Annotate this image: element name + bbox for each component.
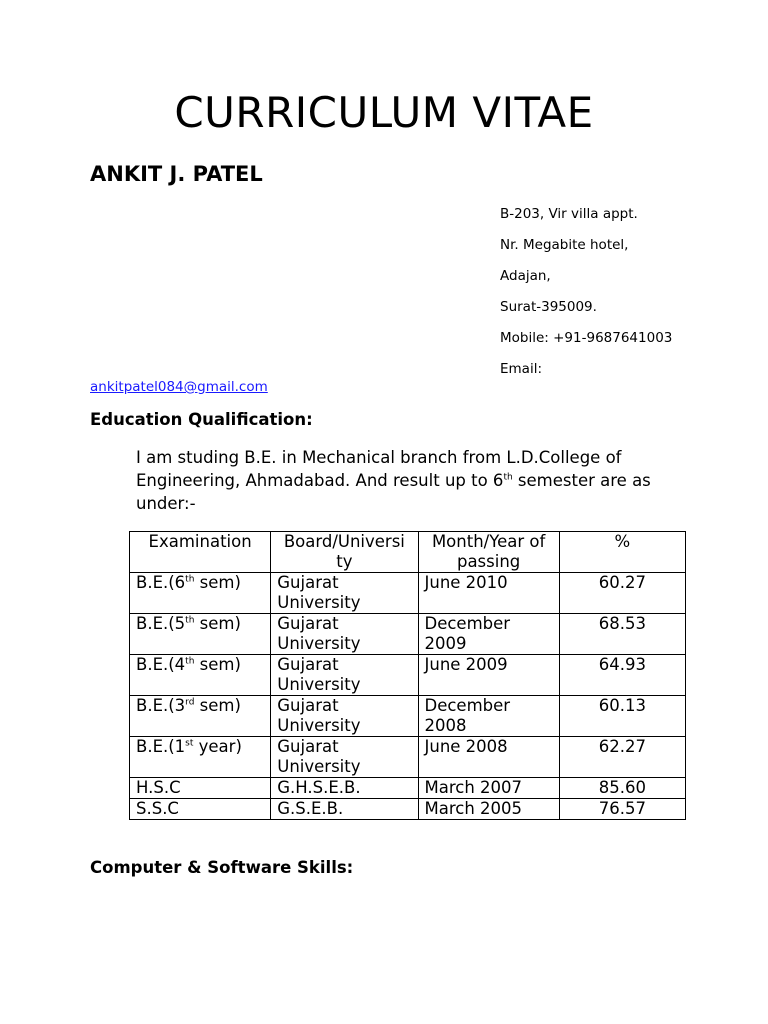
- month-year-cell: June 2009: [418, 655, 559, 696]
- email-label: Email:: [500, 361, 543, 377]
- board-cell: Gujarat University: [271, 737, 418, 778]
- exam-cell: H.S.C: [130, 778, 271, 799]
- column-header-board: Board/Universi ty: [271, 532, 418, 573]
- exam-cell: B.E.(6th sem): [130, 573, 271, 614]
- table-row: [130, 799, 686, 820]
- month-year-cell: June 2010: [418, 573, 559, 614]
- month-year-cell: December 2008: [418, 696, 559, 737]
- table-header-row: [130, 532, 686, 573]
- table-row: [130, 696, 686, 737]
- intro-text-end: semester are as under:-: [136, 471, 651, 513]
- month-year-cell: December 2009: [418, 614, 559, 655]
- board-cell: Gujarat University: [271, 573, 418, 614]
- board-cell: Gujarat University: [271, 655, 418, 696]
- candidate-name: ANKIT J. PATEL: [90, 162, 263, 186]
- percent-cell: 68.53: [559, 614, 685, 655]
- column-header-month-year: Month/Year of passing: [418, 532, 559, 573]
- exam-cell: S.S.C: [130, 799, 271, 820]
- document-title: CURRICULUM VITAE: [174, 88, 594, 137]
- column-header-percent: %: [559, 532, 685, 573]
- month-year-cell: June 2008: [418, 737, 559, 778]
- percent-cell: 62.27: [559, 737, 685, 778]
- percent-cell: 60.27: [559, 573, 685, 614]
- skills-heading: Computer & Software Skills:: [90, 858, 354, 877]
- exam-cell: B.E.(3rd sem): [130, 696, 271, 737]
- percent-cell: 85.60: [559, 778, 685, 799]
- education-table: [129, 531, 686, 820]
- percent-cell: 64.93: [559, 655, 685, 696]
- exam-cell: B.E.(5th sem): [130, 614, 271, 655]
- percent-cell: 60.13: [559, 696, 685, 737]
- month-year-cell: March 2007: [418, 778, 559, 799]
- exam-cell: B.E.(1st year): [130, 737, 271, 778]
- percent-cell: 76.57: [559, 799, 685, 820]
- education-intro: [136, 446, 696, 515]
- address-line: Surat-395009.: [500, 299, 597, 315]
- table-row: [130, 655, 686, 696]
- column-header-examination: Examination: [130, 532, 271, 573]
- table-row: [130, 614, 686, 655]
- board-cell: Gujarat University: [271, 614, 418, 655]
- address-line: Nr. Megabite hotel,: [500, 237, 629, 253]
- board-cell: Gujarat University: [271, 696, 418, 737]
- education-heading: Education Qualification:: [90, 410, 313, 429]
- intro-text: I am studing B.E. in Mechanical branch from L.D.College of Engineering, Ahmadabad. And result up to 6: [136, 448, 622, 490]
- table-row: [130, 737, 686, 778]
- board-cell: G.S.E.B.: [271, 799, 418, 820]
- exam-cell: B.E.(4th sem): [130, 655, 271, 696]
- intro-superscript: th: [503, 472, 513, 483]
- mobile-number: Mobile: +91-9687641003: [500, 330, 673, 346]
- email-link[interactable]: ankitpatel084@gmail.com: [90, 379, 268, 395]
- address-line: Adajan,: [500, 268, 551, 284]
- table-row: [130, 778, 686, 799]
- table-row: [130, 573, 686, 614]
- address-line: B-203, Vir villa appt.: [500, 206, 638, 222]
- board-cell: G.H.S.E.B.: [271, 778, 418, 799]
- month-year-cell: March 2005: [418, 799, 559, 820]
